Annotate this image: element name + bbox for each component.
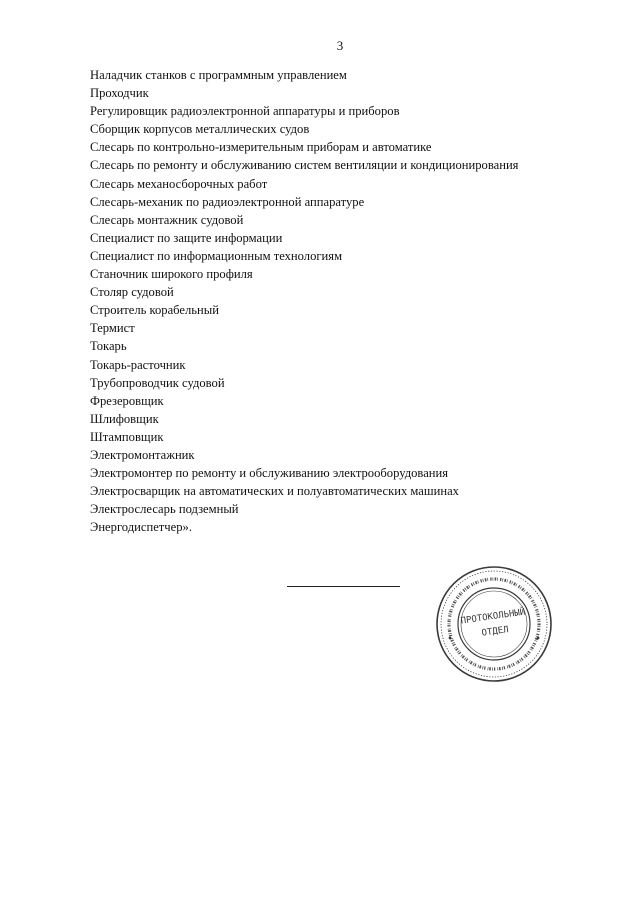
list-item: Энергодиспетчер». xyxy=(90,520,192,535)
list-item: Слесарь монтажник судовой xyxy=(90,212,244,227)
list-item: Электросварщик на автоматических и полуавтоматических машинах xyxy=(90,484,459,499)
list-item: Проходчик xyxy=(90,86,149,101)
list-item: Электромонтажник xyxy=(90,447,195,462)
list-item: Специалист по информационным технологиям xyxy=(90,248,343,263)
list-item: Штамповщик xyxy=(90,429,164,444)
list-item: Трубопроводчик судовой xyxy=(90,375,225,390)
list-item: Сборщик корпусов металлических судов xyxy=(90,122,310,137)
signature-line xyxy=(287,586,400,587)
stamp-star-right xyxy=(537,637,540,640)
stamp-center-text-2: ОТДЕЛ xyxy=(481,625,510,639)
list-item: Термист xyxy=(90,321,135,336)
list-item: Слесарь по ремонту и обслуживанию систем вентиляции и кондиционирования xyxy=(90,158,519,173)
list-item: Электрослесарь подземный xyxy=(90,502,239,517)
official-stamp xyxy=(434,564,554,684)
list-item: Строитель корабельный xyxy=(90,303,219,318)
stamp-star-left xyxy=(449,637,452,640)
list-item: Слесарь механосборочных работ xyxy=(90,176,268,191)
page-number: 3 xyxy=(336,38,344,53)
list-item: Токарь xyxy=(90,339,127,354)
list-item: Станочник широкого профиля xyxy=(90,267,253,282)
list-item: Электромонтер по ремонту и обслуживанию электрооборудования xyxy=(90,466,449,481)
list-item: Наладчик станков с программным управлением xyxy=(90,68,347,82)
stamp-center-text-1: ПРОТОКОЛЬНЫЙ xyxy=(460,607,526,627)
list-item: Специалист по защите информации xyxy=(90,230,283,245)
stamp-ring-dotted xyxy=(441,571,547,677)
list-item: Регулировщик радиоэлектронной аппаратуры и приборов xyxy=(90,104,400,119)
list-item: Столяр судовой xyxy=(90,285,174,300)
stamp-outer-ring xyxy=(437,567,551,681)
list-item: Слесарь-механик по радиоэлектронной аппаратуре xyxy=(90,194,365,209)
professions-list xyxy=(90,66,518,536)
list-item: Фрезеровщик xyxy=(90,393,164,408)
list-item: Шлифовщик xyxy=(90,411,159,426)
list-item: Токарь-расточник xyxy=(90,357,186,372)
list-item: Слесарь по контрольно-измерительным приборам и автоматике xyxy=(90,140,432,155)
